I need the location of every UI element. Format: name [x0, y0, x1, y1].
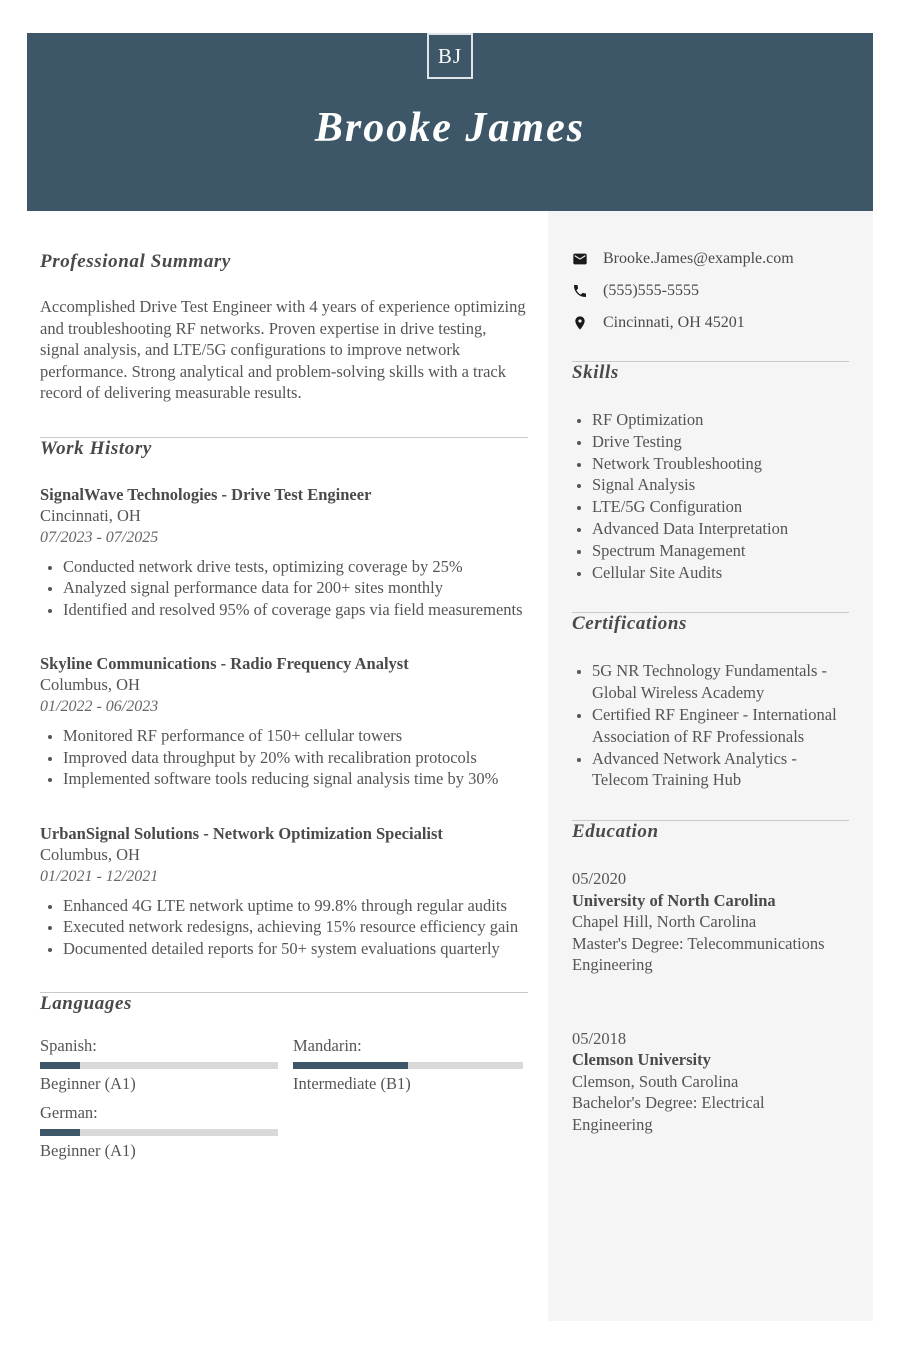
language-progress-track: [293, 1062, 523, 1069]
contact-email: Brooke.James@example.com: [603, 249, 794, 267]
language-progress-track: [40, 1129, 278, 1136]
language-level: Beginner (A1): [40, 1141, 136, 1160]
contact-location-row: [572, 313, 849, 332]
section-skills: [572, 362, 849, 583]
section-work-history: [40, 438, 528, 960]
monogram-initials: BJ: [437, 43, 463, 68]
language-name: German:: [40, 1103, 98, 1122]
summary-heading: Professional Summary: [40, 251, 231, 272]
languages-heading: Languages: [40, 993, 132, 1014]
certifications-heading: Certifications: [572, 613, 688, 635]
skill-item: • LTE/5G Configuration: [592, 496, 849, 518]
job-bullet-list: [40, 725, 528, 790]
education-entry: [572, 868, 849, 976]
header-banner: [27, 33, 873, 211]
job-entry: [40, 484, 528, 621]
envelope-icon: [572, 251, 588, 267]
education-location: Chapel Hill, North Carolina: [572, 912, 757, 932]
section-professional-summary: [40, 251, 528, 404]
summary-text: Accomplished Drive Test Engineer with 4 years of experience optimizing and troubleshooting RF networks. Proven expertise in drive testing, signal analysis, and LTE/5G configurations to improve network performance. Strong analytical and problem-solving skills with a track record of delivering measurable results.: [40, 297, 526, 402]
phone-icon: [572, 283, 588, 299]
education-entry: [572, 1028, 849, 1136]
education-school: Clemson University: [572, 1050, 711, 1070]
certification-item: • Advanced Network Analytics - Telecom Training Hub: [592, 748, 849, 792]
language-item: [293, 1035, 523, 1094]
job-title: SignalWave Technologies - Drive Test Engineer: [40, 484, 372, 504]
language-name: Mandarin:: [293, 1036, 362, 1055]
education-list: [572, 868, 849, 1135]
education-degree: Master's Degree: Telecommunications Engineering: [572, 933, 825, 975]
language-level: Beginner (A1): [40, 1074, 136, 1093]
language-item: [40, 1035, 278, 1094]
language-progress-track: [40, 1062, 278, 1069]
education-date: 05/2020: [572, 869, 627, 889]
job-dates: 01/2022 - 06/2023: [40, 698, 159, 715]
job-bullet: • Monitored RF performance of 150+ cellular towers: [63, 725, 528, 747]
contact-block: [572, 249, 849, 332]
job-bullet: • Analyzed signal performance data for 200+ sites monthly: [63, 577, 528, 599]
language-list: [40, 1035, 528, 1169]
education-heading: Education: [572, 821, 659, 843]
certification-item: • Certified RF Engineer - International Association of RF Professionals: [592, 704, 849, 748]
contact-email-row: [572, 249, 849, 268]
certification-item: • 5G NR Technology Fundamentals - Global Wireless Academy: [592, 660, 849, 704]
language-item: [40, 1102, 278, 1161]
contact-phone: (555)555-5555: [603, 281, 699, 299]
skill-item: • Advanced Data Interpretation: [592, 518, 849, 540]
language-progress-fill: [40, 1129, 80, 1136]
job-location: Columbus, OH: [40, 844, 140, 864]
section-certifications: [572, 613, 849, 791]
skill-item: • Network Troubleshooting: [592, 453, 849, 475]
job-entry: [40, 653, 528, 790]
job-bullet: • Implemented software tools reducing signal analysis time by 30%: [63, 768, 528, 790]
language-progress-fill: [293, 1062, 408, 1069]
job-dates: 01/2021 - 12/2021: [40, 867, 159, 885]
education-degree: Bachelor's Degree: Electrical Engineering: [572, 1093, 765, 1134]
skill-item: • Spectrum Management: [592, 540, 849, 562]
job-bullet: • Documented detailed reports for 50+ system evaluations quarterly: [63, 938, 528, 960]
job-location: Columbus, OH: [40, 675, 140, 694]
job-bullet: • Conducted network drive tests, optimizing coverage by 25%: [63, 556, 528, 578]
skills-heading: Skills: [572, 362, 619, 383]
job-dates: 07/2023 - 07/2025: [40, 528, 159, 546]
job-bullet: • Improved data throughput by 20% with recalibration protocols: [63, 747, 528, 769]
certifications-list: [572, 660, 849, 791]
skills-list: [572, 409, 849, 583]
job-bullet: • Executed network redesigns, achieving 15% resource efficiency gain: [63, 916, 528, 938]
job-bullet-list: [40, 895, 528, 960]
job-list: [40, 484, 528, 960]
section-languages: [40, 993, 528, 1169]
content-area: [27, 211, 873, 1321]
language-level: Intermediate (B1): [293, 1074, 411, 1093]
job-bullet-list: [40, 556, 528, 621]
job-bullet: • Enhanced 4G LTE network uptime to 99.8% through regular audits: [63, 895, 528, 917]
job-entry: [40, 823, 528, 960]
candidate-name: Brooke James: [314, 105, 586, 151]
contact-phone-row: [572, 281, 849, 300]
skill-item: • RF Optimization: [592, 409, 849, 431]
contact-location: Cincinnati, OH 45201: [603, 313, 745, 331]
skill-item: • Drive Testing: [592, 431, 849, 453]
education-date: 05/2018: [572, 1028, 627, 1048]
main-column: [27, 211, 548, 1321]
skill-item: • Signal Analysis: [592, 474, 849, 496]
language-progress-fill: [40, 1062, 80, 1069]
job-title: UrbanSignal Solutions - Network Optimization Specialist: [40, 823, 443, 843]
monogram-badge: [427, 33, 473, 79]
job-title: Skyline Communications - Radio Frequency Analyst: [40, 654, 409, 673]
section-education: [572, 821, 849, 1135]
language-name: Spanish:: [40, 1036, 97, 1055]
work-history-heading: Work History: [40, 437, 152, 459]
education-school: University of North Carolina: [572, 890, 776, 910]
job-location: Cincinnati, OH: [40, 505, 141, 525]
map-pin-icon: [572, 315, 588, 331]
job-bullet: • Identified and resolved 95% of coverage gaps via field measurements: [63, 599, 528, 621]
sidebar-column: [548, 211, 873, 1321]
education-location: Clemson, South Carolina: [572, 1071, 739, 1091]
skill-item: • Cellular Site Audits: [592, 562, 849, 584]
